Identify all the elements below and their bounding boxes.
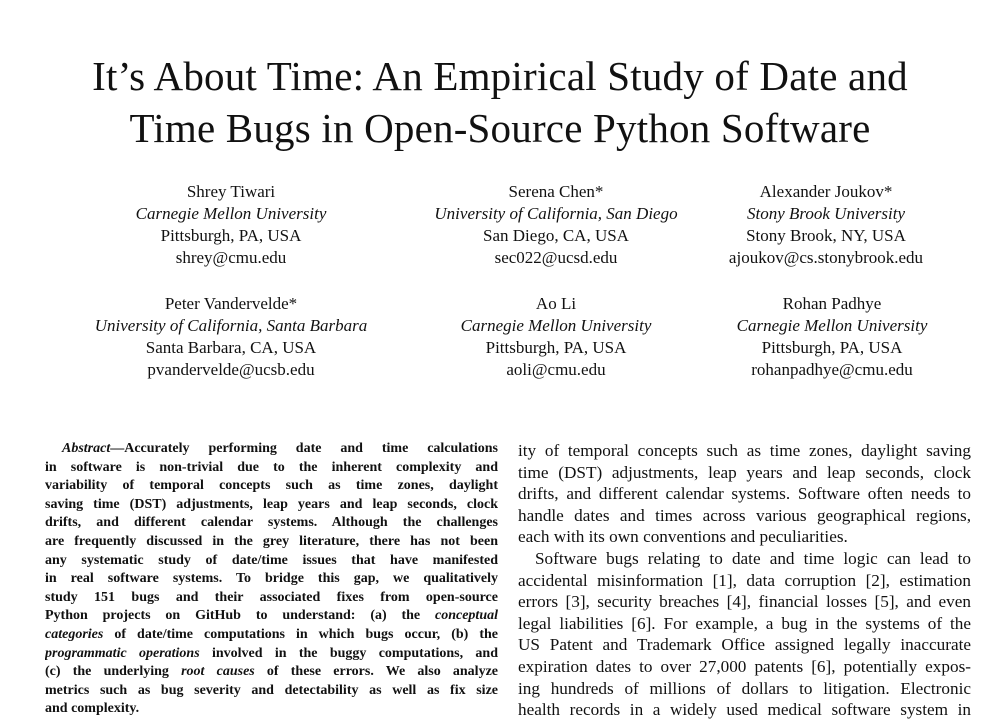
title-line-2: Time Bugs in Open-Source Python Software <box>129 105 871 151</box>
title-line-1: It’s About Time: An Empirical Study of Date and <box>92 53 908 99</box>
abstract-label: Abstract <box>62 441 111 456</box>
abstract-line: (c) the underlying root causes of these errors. We also analyze <box>45 664 498 680</box>
body-line: each with its own conventions and peculiarities. <box>518 527 848 547</box>
author-affiliation: University of California, Santa Barbara <box>94 316 368 335</box>
author-block <box>66 181 396 269</box>
abstract-line: variability of temporal concepts such as time zones, daylight <box>45 478 498 494</box>
author-email: pvandervelde@ucsb.edu <box>147 360 315 379</box>
author-name: Ao Li <box>535 294 577 313</box>
abstract-line: in real software systems. To bridge this gap, we qualitatively <box>45 571 498 587</box>
abstract <box>45 440 498 719</box>
body-line: drifts, and different calendar systems. Software often needs to <box>518 484 971 504</box>
abstract-line: in software is non-trivial due to the inherent complexity and <box>45 459 498 475</box>
author-block <box>66 293 396 381</box>
author-name: Peter Vandervelde* <box>164 294 298 313</box>
body-line: US Patent and Trademark Office assigned legally inaccurate <box>518 635 971 655</box>
author-affiliation: University of California, San Diego <box>434 204 678 223</box>
abstract-line: programmatic operations involved in the buggy computations, and <box>45 645 498 661</box>
body-line: accidental misinformation [1], data corruption [2], estimation <box>518 570 971 590</box>
author-location: Pittsburgh, PA, USA <box>160 226 302 245</box>
author-name: Serena Chen* <box>508 182 604 201</box>
author-email: shrey@cmu.edu <box>175 248 287 267</box>
body-line: errors [3], security breaches [4], financial losses [5], and even <box>518 592 971 612</box>
abstract-line: Python projects on GitHub to understand: (a) the conceptual <box>45 608 498 624</box>
author-affiliation: Carnegie Mellon University <box>460 316 652 335</box>
abstract-line: saving time (DST) adjustments, leap years and leap seconds, clock <box>45 496 498 512</box>
body-text <box>518 440 971 721</box>
abstract-line: categories of date/time computations in which bugs occur, (b) the <box>45 626 498 642</box>
body-line: legal liabilities [6]. For example, a bug in the systems of the <box>518 613 971 633</box>
author-location: Stony Brook, NY, USA <box>746 226 906 245</box>
abstract-line: are frequently discussed in the grey literature, there has not been <box>45 533 498 549</box>
body-line: expiration dates to over 27,000 patents [6], potentially expos- <box>518 656 971 676</box>
author-affiliation: Stony Brook University <box>747 204 905 223</box>
author-block <box>661 181 991 269</box>
author-location: Pittsburgh, PA, USA <box>761 338 903 357</box>
author-affiliation: Carnegie Mellon University <box>135 204 327 223</box>
abstract-line: Abstract—Accurately performing date and time calculations <box>62 441 498 456</box>
paper-title <box>0 50 1000 154</box>
author-location: Pittsburgh, PA, USA <box>485 338 627 357</box>
body-line: handle dates and times across various geographical regions, <box>518 505 971 525</box>
author-location: San Diego, CA, USA <box>483 226 629 245</box>
author-email: aoli@cmu.edu <box>506 360 606 379</box>
abstract-line: any systematic study of date/time issues that have manifested <box>45 552 498 568</box>
body-line: Software bugs relating to date and time logic can lead to <box>535 548 971 568</box>
author-location: Santa Barbara, CA, USA <box>145 338 317 357</box>
body-line: time (DST) adjustments, leap years and leap seconds, clock <box>518 462 971 482</box>
author-email: sec022@ucsd.edu <box>494 248 618 267</box>
abstract-line: study 151 bugs and their associated fixes from open-source <box>45 589 498 605</box>
body-line: ing hundreds of millions of dollars to litigation. Electronic <box>518 678 971 698</box>
author-block <box>667 293 997 381</box>
author-name: Alexander Joukov* <box>759 182 893 201</box>
author-email: ajoukov@cs.stonybrook.edu <box>728 248 924 267</box>
abstract-line: drifts, and different calendar systems. Although the challenges <box>45 515 498 531</box>
author-name: Shrey Tiwari <box>186 182 276 201</box>
abstract-line: and complexity. <box>45 701 140 717</box>
abstract-line: metrics such as bug severity and detectability as well as fix size <box>45 682 498 698</box>
body-line: health records in a widely used medical software system in <box>518 700 971 720</box>
author-affiliation: Carnegie Mellon University <box>736 316 928 335</box>
author-name: Rohan Padhye <box>782 294 882 313</box>
author-email: rohanpadhye@cmu.edu <box>751 360 913 379</box>
body-line: ity of temporal concepts such as time zones, daylight saving <box>518 441 971 460</box>
